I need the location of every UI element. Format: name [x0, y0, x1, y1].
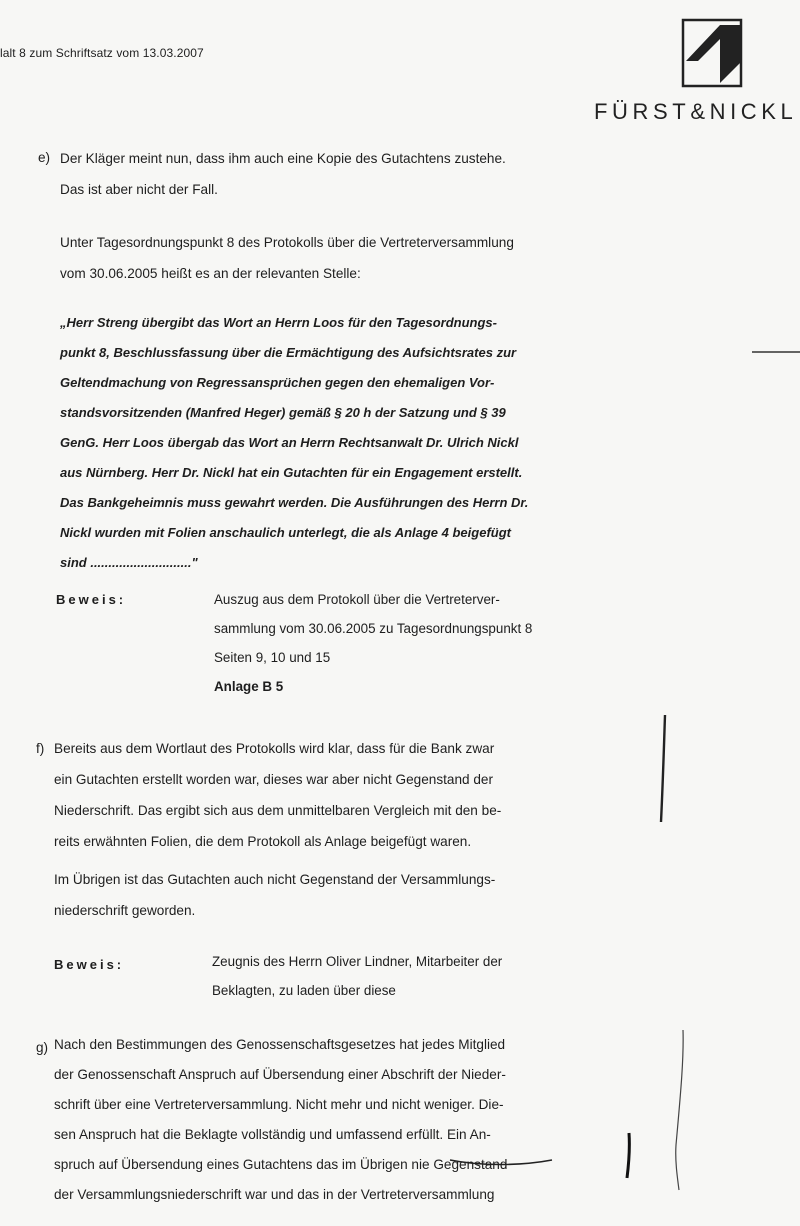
text-line: spruch auf Übersendung eines Gutachtens das im Übrigen nie Gegenstand: [54, 1157, 508, 1172]
quote-line: punkt 8, Beschlussfassung über die Ermächtigung des Aufsichtsrates zur: [60, 345, 517, 360]
intro-text: [60, 227, 608, 289]
quote-line: standsvorsitzenden (Manfred Heger) gemäß § 20 h der Satzung und § 39: [60, 405, 506, 420]
text-line: Der Kläger meint nun, dass ihm auch eine Kopie des Gutachtens zustehe.: [60, 151, 506, 166]
text-line: reits erwähnten Folien, die dem Protokoll als Anlage beigefügt waren.: [54, 834, 472, 849]
uebrigen-text: [54, 864, 608, 926]
margin-pen-stroke: [661, 715, 665, 822]
text-line: Das ist aber nicht der Fall.: [60, 182, 218, 197]
text-line: Im Übrigen ist das Gutachten auch nicht Gegenstand der Versammlungs-: [54, 872, 496, 887]
text-line: Nach den Bestimmungen des Genossenschaftsgesetzes hat jedes Mitglied: [54, 1037, 506, 1052]
text-line: Zeugnis des Herrn Oliver Lindner, Mitarbeiter der: [212, 954, 503, 969]
text-line: Bereits aus dem Wortlaut des Protokolls wird klar, dass für die Bank zwar: [54, 741, 495, 756]
protocol-quote: [60, 308, 608, 578]
section-f-marker: f): [36, 741, 45, 756]
beweis-label: Beweis:: [54, 957, 125, 972]
quote-line: Geltendmachung von Regressansprüchen gegen den ehemaligen Vor-: [60, 375, 495, 390]
quote-line: Nickl wurden mit Folien anschaulich unterlegt, die als Anlage 4 beigefügt: [60, 525, 511, 540]
text-line: sen Anspruch hat die Beklagte vollständig und umfassend erfüllt. Ein An-: [54, 1127, 491, 1142]
section-e-text: [60, 143, 608, 205]
anlage-reference: Anlage B 5: [214, 679, 284, 694]
text-line: Niederschrift. Das ergibt sich aus dem unmittelbaren Vergleich mit den be-: [54, 803, 502, 818]
text-line: ein Gutachten erstellt worden war, dieses war aber nicht Gegenstand der: [54, 772, 494, 787]
section-g-text: [54, 1030, 608, 1210]
text-line: Beklagten, zu laden über diese: [212, 983, 396, 998]
text-line: Seiten 9, 10 und 15: [214, 650, 331, 665]
margin-pen-stroke: [627, 1133, 629, 1178]
quote-line: Das Bankgeheimnis muss gewahrt werden. Die Ausführungen des Herrn Dr.: [60, 495, 529, 510]
beweis-2-text: [212, 947, 502, 1005]
text-line: vom 30.06.2005 heißt es an der relevanten Stelle:: [60, 266, 361, 281]
beweis-label: Beweis:: [56, 592, 127, 607]
section-f-text: [54, 733, 608, 857]
text-line: sammlung vom 30.06.2005 zu Tagesordnungspunkt 8: [214, 621, 533, 636]
section-e-marker: e): [38, 150, 51, 165]
margin-pen-stroke: [676, 1030, 683, 1190]
logo-text: FÜRST&NICKL: [594, 99, 798, 124]
logo-icon: [680, 17, 744, 89]
quote-line: „Herr Streng übergibt das Wort an Herrn Loos für den Tagesordnungs-: [60, 315, 497, 330]
text-line: der Versammlungsniederschrift war und das in der Vertreterversammlung: [54, 1187, 495, 1202]
text-line: niederschrift geworden.: [54, 903, 196, 918]
text-line: Unter Tagesordnungspunkt 8 des Protokolls über die Vertreterversammlung: [60, 235, 514, 250]
text-line: schrift über eine Vertreterversammlung. Nicht mehr und nicht weniger. Die-: [54, 1097, 504, 1112]
header-reference: lalt 8 zum Schriftsatz vom 13.03.2007: [0, 46, 204, 60]
quote-line: sind ............................": [60, 555, 198, 570]
text-line: der Genossenschaft Anspruch auf Übersendung einer Abschrift der Nieder-: [54, 1067, 506, 1082]
section-g-marker: g): [36, 1040, 49, 1055]
quote-line: aus Nürnberg. Herr Dr. Nickl hat ein Gutachten für ein Engagement erstellt.: [60, 465, 523, 480]
beweis-1-text: [214, 585, 532, 701]
text-line: Auszug aus dem Protokoll über die Vertreterver-: [214, 592, 500, 607]
quote-line: GenG. Herr Loos übergab das Wort an Herrn Rechtsanwalt Dr. Ulrich Nickl: [60, 435, 519, 450]
